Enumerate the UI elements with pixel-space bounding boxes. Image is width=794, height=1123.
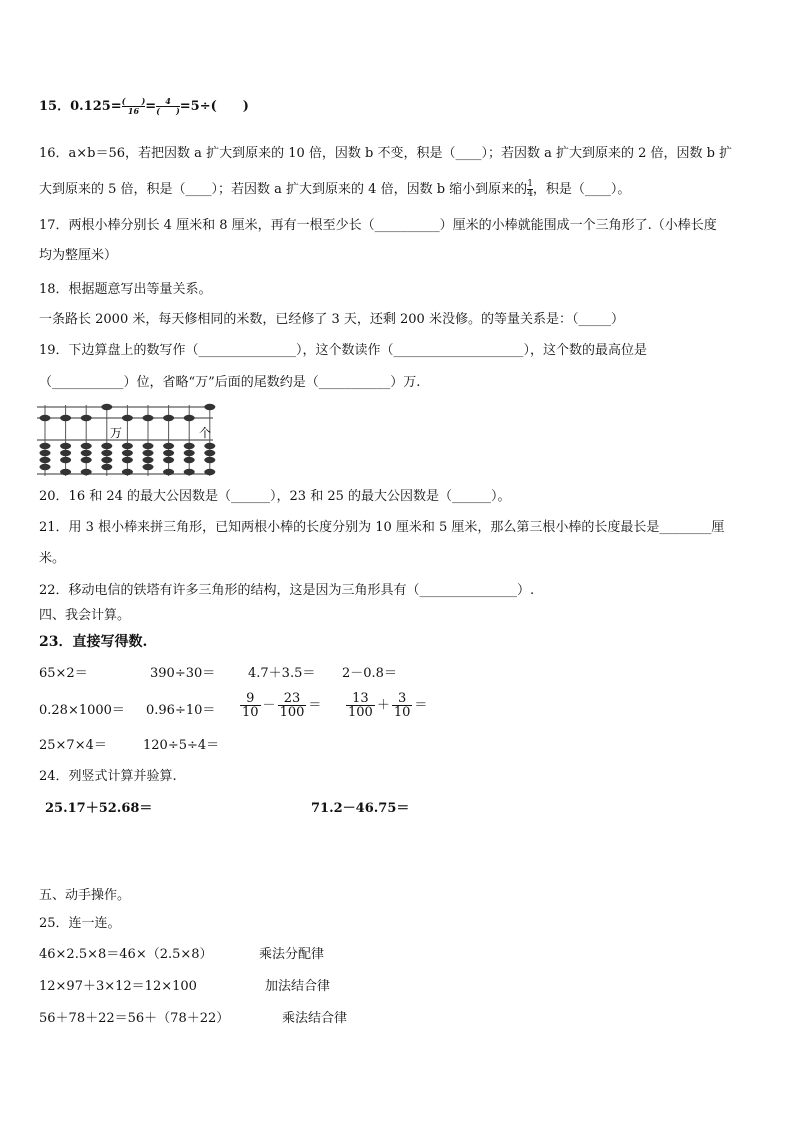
q25-left-item: 12×97＋3×12＝12×100 xyxy=(39,979,197,994)
abacus-lower-bead xyxy=(143,450,154,456)
fraction xyxy=(278,692,307,719)
equals-sign: ＝ xyxy=(308,698,322,713)
abacus-lower-bead xyxy=(163,457,174,463)
abacus-lower-bead xyxy=(184,457,195,463)
abacus-lower-bead xyxy=(143,443,154,449)
abacus-upper-bead xyxy=(81,415,92,421)
abacus-upper-bead xyxy=(184,415,195,421)
equals-sign: ＝ xyxy=(414,698,428,713)
abacus-lower-bead xyxy=(204,469,215,475)
abacus-label-wan: 万 xyxy=(110,426,123,440)
minus-sign: － xyxy=(262,698,276,713)
abacus-upper-bead xyxy=(101,404,112,410)
abacus-lower-bead xyxy=(60,469,71,475)
question-22: 22．移动电信的铁塔有许多三角形的结构，这是因为三角形具有（_______________）. xyxy=(39,583,535,598)
q23-item: 4.7＋3.5＝ xyxy=(248,666,316,681)
question-25-title: 25．连一连。 xyxy=(39,916,121,931)
q23-item: 390÷30＝ xyxy=(150,666,216,681)
abacus-lower-bead xyxy=(81,443,92,449)
abacus-lower-bead xyxy=(122,469,133,475)
abacus-lower-bead xyxy=(101,464,112,470)
q23-item: 25×7×4＝ xyxy=(39,738,107,753)
question-21-line-1: 21．用 3 根小棒来拼三角形，已知两根小棒的长度分别为 10 厘米和 5 厘米，那么第三根小棒的长度最长是________厘 xyxy=(39,520,725,535)
q15-fraction-1 xyxy=(122,97,146,116)
frac-num: 23 xyxy=(278,692,307,706)
question-21-line-2: 米。 xyxy=(39,551,66,566)
q23-item: 65×2＝ xyxy=(39,666,88,681)
q23-item: 0.96÷10＝ xyxy=(146,703,216,718)
frac-den: 10 xyxy=(242,705,259,720)
abacus-lower-bead xyxy=(60,450,71,456)
abacus-upper-bead xyxy=(60,415,71,421)
abacus-lower-bead xyxy=(204,450,215,456)
q25-right-item: 乘法分配律 xyxy=(259,947,325,962)
q15-frac2-num: 4 xyxy=(156,97,180,107)
frac-den: 100 xyxy=(279,705,305,720)
question-18-line-1: 18．根据题意写出等量关系。 xyxy=(39,282,212,297)
abacus-lower-bead xyxy=(204,457,215,463)
q23-fraction-expr-2 xyxy=(344,692,427,719)
fraction xyxy=(240,692,261,719)
q23-item: 120÷5÷4＝ xyxy=(143,738,220,753)
abacus-lower-bead xyxy=(143,464,154,470)
abacus-lower-bead xyxy=(40,457,51,463)
abacus-lower-bead xyxy=(122,457,133,463)
q25-left-item: 56＋78＋22＝56＋（78＋22） xyxy=(39,1011,230,1026)
abacus-lower-bead xyxy=(184,443,195,449)
abacus-upper-bead xyxy=(204,404,215,410)
question-19-line-2: （___________）位，省略“万”后面的尾数约是（___________）万. xyxy=(39,375,421,390)
abacus-lower-bead xyxy=(143,457,154,463)
abacus-lower-bead xyxy=(163,450,174,456)
abacus-lower-bead xyxy=(184,469,195,475)
question-17-line-2: 均为整厘米） xyxy=(39,248,118,263)
q25-left-item: 46×2.5×8＝46×（2.5×8） xyxy=(39,947,213,962)
abacus-upper-bead xyxy=(163,415,174,421)
frac-num: 9 xyxy=(240,692,261,706)
q24-item-b: 71.2－46.75＝ xyxy=(311,801,410,816)
q23-item: 2－0.8＝ xyxy=(342,666,397,681)
abacus-lower-bead xyxy=(60,457,71,463)
abacus-label-ge: 个 xyxy=(199,426,212,440)
frac-den: 100 xyxy=(348,705,373,720)
question-15: 15．0.125= $\frac{( )}{16}$ = $\frac{4}{( )}$ =5÷( ) xyxy=(39,96,249,116)
abacus-lower-bead xyxy=(101,450,112,456)
frac-den: 10 xyxy=(393,705,411,720)
abacus-diagram xyxy=(37,400,217,478)
q24-item-a: 25.17＋52.68＝ xyxy=(45,801,153,816)
abacus-lower-bead xyxy=(40,450,51,456)
q25-right-item: 乘法结合律 xyxy=(282,1011,348,1026)
abacus-lower-bead xyxy=(101,457,112,463)
q16-text-end: ，积是（____）。 xyxy=(532,182,631,197)
abacus-lower-bead xyxy=(81,457,92,463)
question-16-line-1: 16．a×b＝56，若把因数 a 扩大到原来的 10 倍，因数 b 不变，积是（____）；若因数 a 扩大到原来的 2 倍，因数 b 扩 xyxy=(39,146,733,161)
plus-sign: ＋ xyxy=(376,698,390,713)
abacus-lower-bead xyxy=(122,443,133,449)
question-17-line-1: 17．两根小棒分别长 4 厘米和 8 厘米，再有一根至少长（__________）厘米的小棒就能围成一个三角形了.（小棒长度 xyxy=(39,218,717,233)
frac-num: 3 xyxy=(392,692,413,706)
q23-fraction-expr-1 xyxy=(238,692,321,719)
abacus-lower-bead xyxy=(204,443,215,449)
question-18-line-2: 一条路长 2000 米，每天修相同的米数，已经修了 3 天，还剩 200 米没修。的等量关系是：（_____） xyxy=(39,312,624,327)
fraction xyxy=(392,692,413,719)
q16-frac-num: 1 xyxy=(527,179,533,189)
abacus-upper-bead xyxy=(40,415,51,421)
question-19-line-1: 19．下边算盘上的数写作（_______________），这个数读作（____________________），这个数的最高位是 xyxy=(39,343,648,358)
question-24-title: 24．列竖式计算并验算. xyxy=(39,769,177,784)
abacus-lower-bead xyxy=(81,450,92,456)
q23-item: 0.28×1000＝ xyxy=(39,703,125,718)
abacus-upper-bead xyxy=(143,415,154,421)
abacus-lower-bead xyxy=(40,464,51,470)
abacus-lower-bead xyxy=(184,450,195,456)
frac-num: 13 xyxy=(346,692,375,706)
q16-text: 大到原来的 5 倍，积是（____）；若因数 a 扩大到原来的 4 倍，因数 b 缩小到原来的 xyxy=(39,182,528,197)
q15-fraction-2 xyxy=(156,97,180,116)
question-20: 20．16 和 24 的最大公因数是（______），23 和 25 的最大公因数是（______）。 xyxy=(39,489,511,504)
abacus-lower-bead xyxy=(122,450,133,456)
q16-frac-den: 4 xyxy=(527,189,533,199)
q15-expr-start: 0.125= xyxy=(70,99,122,114)
fraction xyxy=(346,692,375,719)
abacus-lower-bead xyxy=(81,469,92,475)
q15-frac2-den: ( ) xyxy=(156,106,180,116)
question-23-title: 23．直接写得数. xyxy=(39,634,148,650)
abacus-lower-bead xyxy=(40,443,51,449)
abacus-lower-bead xyxy=(101,443,112,449)
question-16-line-2 xyxy=(39,180,630,199)
q25-right-item: 加法结合律 xyxy=(265,979,331,994)
abacus-lower-bead xyxy=(163,443,174,449)
section-4-heading: 四、我会计算。 xyxy=(39,608,131,623)
q15-expr-end: =5÷( ) xyxy=(179,99,249,114)
abacus-lower-bead xyxy=(60,443,71,449)
abacus-upper-bead xyxy=(122,415,133,421)
q15-frac1-num: ( ) xyxy=(121,96,146,106)
section-5-heading: 五、动手操作。 xyxy=(39,888,131,903)
q15-frac1-den: 16 xyxy=(127,106,140,116)
question-number: 15． xyxy=(39,99,71,114)
abacus-lower-bead xyxy=(163,469,174,475)
